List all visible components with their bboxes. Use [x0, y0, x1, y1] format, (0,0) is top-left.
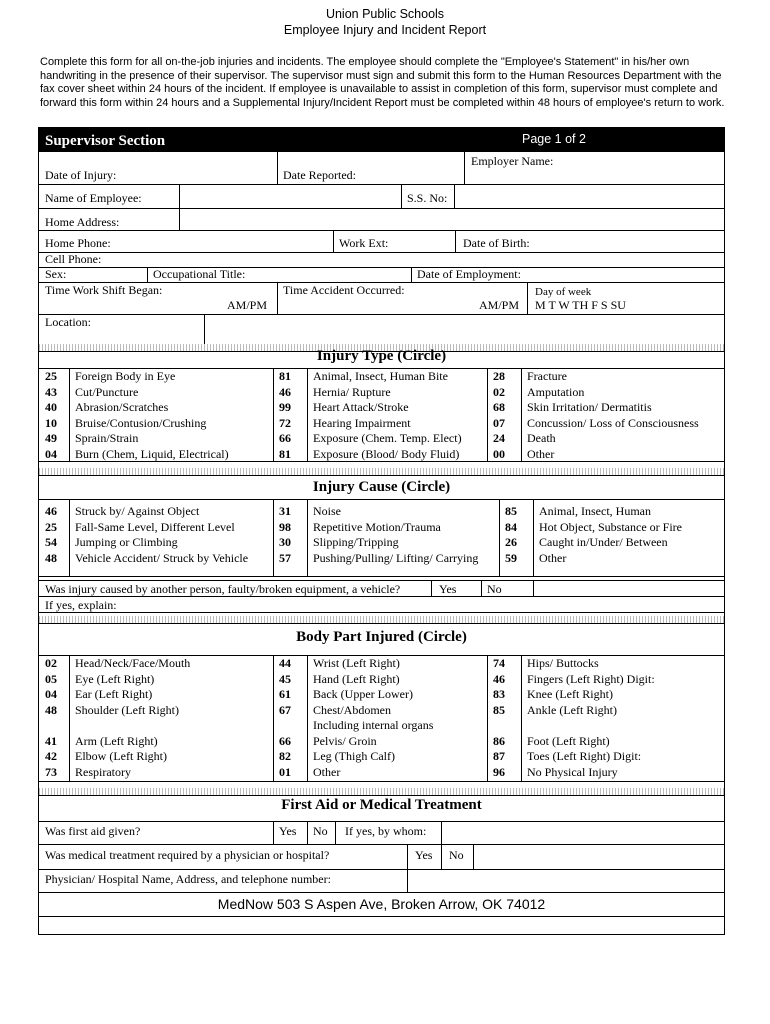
- dob-label: Date of Birth:: [463, 236, 530, 250]
- injury-cause-label: Struck by/ Against Object: [75, 504, 200, 518]
- body-part-code[interactable]: 61: [279, 687, 291, 701]
- body-part-label: Eye (Left Right): [75, 671, 155, 686]
- injury-cause-label: Pushing/Pulling/ Lifting/ Carrying: [313, 550, 479, 565]
- body-part-label: Back (Upper Lower): [313, 687, 413, 701]
- injury-cause-code[interactable]: 31: [279, 504, 291, 518]
- injury-type-label: Animal, Insect, Human Bite: [313, 369, 448, 383]
- injury-cause-code[interactable]: 26: [505, 535, 517, 549]
- body-part-label: Knee (Left Right): [527, 687, 613, 701]
- body-part-label: Wrist (Left Right): [313, 656, 400, 670]
- body-part-label: Shoulder (Left Right): [75, 702, 179, 717]
- by-whom-label: If yes, by whom:: [345, 824, 427, 838]
- page-number: Page 1 of 2: [522, 132, 586, 146]
- injury-type-code[interactable]: 68: [493, 400, 505, 414]
- injury-type-code[interactable]: 24: [493, 431, 505, 445]
- body-part-label: Chest/Abdomen: [313, 702, 391, 717]
- injury-cause-title: Injury Cause (Circle): [312, 479, 451, 495]
- body-part-code[interactable]: 74: [493, 656, 505, 670]
- date-reported-label: Date Reported:: [283, 168, 356, 182]
- injury-type-code[interactable]: 43: [45, 384, 57, 399]
- injury-type-code[interactable]: 00: [493, 446, 505, 461]
- separator-band: [39, 468, 724, 475]
- body-part-label: Foot (Left Right): [527, 733, 610, 748]
- body-part-label: Head/Neck/Face/Mouth: [75, 656, 191, 670]
- injury-type-code[interactable]: 81: [279, 369, 291, 383]
- separator-band: [39, 788, 724, 795]
- cause-question: Was injury caused by another person, faulty/broken equipment, a vehicle?: [45, 582, 401, 596]
- injury-cause-label: Hot Object, Substance or Fire: [539, 519, 682, 534]
- body-part-label: No Physical Injury: [527, 764, 618, 779]
- body-part-code[interactable]: 96: [493, 764, 505, 779]
- injury-cause-label: Slipping/Tripping: [313, 535, 399, 549]
- explain-label: If yes, explain:: [45, 598, 117, 612]
- injury-type-label: Other: [527, 446, 555, 461]
- body-part-title: Body Part Injured (Circle): [296, 629, 467, 645]
- physician-label: Physician/ Hospital Name, Address, and telephone number:: [45, 872, 331, 886]
- org-name: Union Public Schools: [325, 7, 445, 21]
- incident-form: [38, 127, 725, 935]
- injury-cause-label: Fall-Same Level, Different Level: [75, 519, 235, 534]
- separator-band: [39, 616, 724, 623]
- ampm-shift: AM/PM: [227, 298, 268, 312]
- body-part-code[interactable]: 05: [45, 671, 57, 686]
- injury-cause-code[interactable]: 84: [505, 519, 517, 534]
- body-part-code[interactable]: 83: [493, 687, 505, 701]
- home-phone-label: Home Phone:: [45, 236, 111, 250]
- body-part-code[interactable]: 44: [279, 656, 291, 670]
- document-header: [0, 6, 770, 38]
- injury-type-label: Heart Attack/Stroke: [313, 400, 409, 414]
- instructions: Complete this form for all on-the-job injuries and incidents. The employee should complete the "Employee's Statement" in his/her own handwriting in the presence of their supervisor. The supervisor must sign and submit this form to the Human Resources Department with the fax cover sheet within 24 hours of the incident. If employee is unavailable to assist in completion of this form, supervisor must complete and forward this form within 24 hours and a Supplemental Injury/Incident Report must be completed within 48 hours of employee's return to work.: [40, 56, 725, 109]
- injury-type-code[interactable]: 49: [45, 431, 57, 445]
- ssn-label: S.S. No:: [407, 191, 448, 205]
- injury-cause-label: Vehicle Accident/ Struck by Vehicle: [75, 550, 249, 565]
- medical-treatment-question: Was medical treatment required by a physician or hospital?: [45, 848, 330, 862]
- body-part-code[interactable]: 82: [279, 749, 291, 763]
- body-part-label: Arm (Left Right): [75, 733, 158, 748]
- date-of-employment-label: Date of Employment:: [417, 267, 521, 281]
- occupational-title-label: Occupational Title:: [153, 267, 246, 281]
- first-aid-yes-option[interactable]: Yes: [279, 824, 297, 838]
- body-part-code[interactable]: 46: [493, 671, 505, 686]
- injury-cause-code[interactable]: 57: [279, 550, 291, 565]
- body-part-code[interactable]: 67: [279, 702, 291, 717]
- injury-type-code[interactable]: 46: [279, 384, 291, 399]
- injury-type-code[interactable]: 72: [279, 415, 291, 430]
- body-part-code[interactable]: 41: [45, 733, 57, 748]
- body-part-label: Other: [313, 764, 341, 779]
- injury-type-code[interactable]: 02: [493, 384, 505, 399]
- home-address-label: Home Address:: [45, 215, 120, 229]
- medical-yes-option[interactable]: Yes: [415, 848, 433, 862]
- physician-answer[interactable]: MedNow 503 S Aspen Ave, Broken Arrow, OK 74012: [217, 896, 546, 912]
- injury-type-code[interactable]: 81: [279, 446, 291, 461]
- cause-no-option[interactable]: No: [487, 582, 502, 596]
- injury-type-code[interactable]: 04: [45, 446, 57, 461]
- injury-cause-code[interactable]: 48: [45, 550, 57, 565]
- first-aid-title: First Aid or Medical Treatment: [281, 797, 482, 813]
- injury-type-label: Exposure (Blood/ Body Fluid): [313, 446, 460, 461]
- injury-type-code[interactable]: 99: [279, 400, 291, 414]
- body-part-label: Including internal organs: [313, 718, 434, 732]
- body-part-code[interactable]: 73: [45, 764, 57, 779]
- injury-type-label: Cut/Puncture: [75, 384, 139, 399]
- location-label: Location:: [45, 315, 91, 329]
- injury-type-code[interactable]: 28: [493, 369, 505, 383]
- cell-phone-label: Cell Phone:: [45, 252, 102, 266]
- injury-type-label: Skin Irritation/ Dermatitis: [527, 400, 652, 414]
- body-part-code[interactable]: 45: [279, 671, 291, 686]
- ampm-accident: AM/PM: [479, 298, 520, 312]
- first-aid-question: Was first aid given?: [45, 824, 141, 838]
- injury-cause-code[interactable]: 85: [505, 504, 517, 518]
- body-part-label: Toes (Left Right) Digit:: [527, 749, 642, 763]
- injury-cause-label: Jumping or Climbing: [75, 535, 178, 549]
- first-aid-no-option[interactable]: No: [313, 824, 328, 838]
- day-options: M T W TH F S SU: [535, 298, 626, 312]
- employee-name-label: Name of Employee:: [45, 191, 142, 205]
- body-part-code[interactable]: 87: [493, 749, 505, 763]
- injury-type-label: Sprain/Strain: [75, 431, 139, 445]
- injury-cause-code[interactable]: 98: [279, 519, 291, 534]
- injury-type-label: Amputation: [527, 384, 585, 399]
- body-part-label: Pelvis/ Groin: [313, 733, 377, 748]
- injury-type-label: Burn (Chem, Liquid, Electrical): [75, 446, 229, 461]
- body-part-label: Leg (Thigh Calf): [313, 749, 395, 763]
- injury-cause-label: Other: [539, 550, 567, 565]
- cause-yes-option[interactable]: Yes: [439, 582, 457, 596]
- injury-type-label: Abrasion/Scratches: [75, 400, 169, 414]
- supervisor-section-title: Supervisor Section: [45, 133, 166, 149]
- injury-cause-code[interactable]: 25: [45, 519, 57, 534]
- injury-type-code[interactable]: 10: [45, 415, 57, 430]
- body-part-label: Ankle (Left Right): [527, 702, 617, 717]
- injury-type-code[interactable]: 25: [45, 369, 57, 383]
- injury-type-code[interactable]: 40: [45, 400, 57, 414]
- body-part-label: Hips/ Buttocks: [527, 656, 599, 670]
- injury-type-label: Exposure (Chem. Temp. Elect): [313, 431, 462, 445]
- injury-cause-label: Animal, Insect, Human: [539, 504, 651, 518]
- injury-type-label: Hearing Impairment: [313, 415, 411, 430]
- injury-type-label: Hernia/ Rupture: [313, 384, 391, 399]
- injury-type-code[interactable]: 07: [493, 415, 505, 430]
- injury-type-label: Concussion/ Loss of Consciousness: [527, 415, 699, 430]
- time-shift-label: Time Work Shift Began:: [45, 283, 163, 297]
- body-part-code[interactable]: 66: [279, 733, 291, 748]
- report-title: Employee Injury and Incident Report: [283, 23, 487, 37]
- injury-type-code[interactable]: 66: [279, 431, 291, 445]
- injury-cause-label: Repetitive Motion/Trauma: [313, 519, 441, 534]
- injury-type-title: Injury Type (Circle): [316, 348, 447, 364]
- injury-cause-code[interactable]: 54: [45, 535, 57, 549]
- body-part-code[interactable]: 85: [493, 702, 505, 717]
- body-part-code[interactable]: 01: [279, 764, 291, 779]
- injury-cause-code[interactable]: 46: [45, 504, 57, 518]
- date-of-injury-label: Date of Injury:: [45, 168, 117, 182]
- injury-cause-code[interactable]: 59: [505, 550, 517, 565]
- body-part-code[interactable]: 86: [493, 733, 505, 748]
- body-part-code[interactable]: 48: [45, 702, 57, 717]
- body-part-label: Hand (Left Right): [313, 671, 400, 686]
- injury-type-label: Bruise/Contusion/Crushing: [75, 415, 207, 430]
- body-part-label: Respiratory: [75, 764, 131, 779]
- injury-type-label: Fracture: [527, 369, 567, 383]
- injury-type-label: Death: [527, 431, 556, 445]
- body-part-code[interactable]: 42: [45, 749, 57, 763]
- time-accident-label: Time Accident Occurred:: [283, 283, 405, 297]
- injury-cause-label: Caught in/Under/ Between: [539, 535, 668, 549]
- body-part-label: Elbow (Left Right): [75, 749, 167, 763]
- body-part-label: Fingers (Left Right) Digit:: [527, 671, 655, 686]
- body-part-label: Ear (Left Right): [75, 687, 153, 701]
- body-part-code[interactable]: 02: [45, 656, 57, 670]
- medical-no-option[interactable]: No: [449, 848, 464, 862]
- sex-label: Sex:: [45, 267, 67, 281]
- supervisor-section-bar: [39, 128, 724, 152]
- injury-type-label: Foreign Body in Eye: [75, 369, 176, 383]
- body-part-code[interactable]: 04: [45, 687, 57, 701]
- injury-cause-code[interactable]: 30: [279, 535, 291, 549]
- injury-cause-label: Noise: [313, 504, 341, 518]
- day-of-week-label: Day of week: [535, 286, 592, 298]
- work-ext-label: Work Ext:: [339, 236, 389, 250]
- employer-name-label: Employer Name:: [471, 154, 554, 168]
